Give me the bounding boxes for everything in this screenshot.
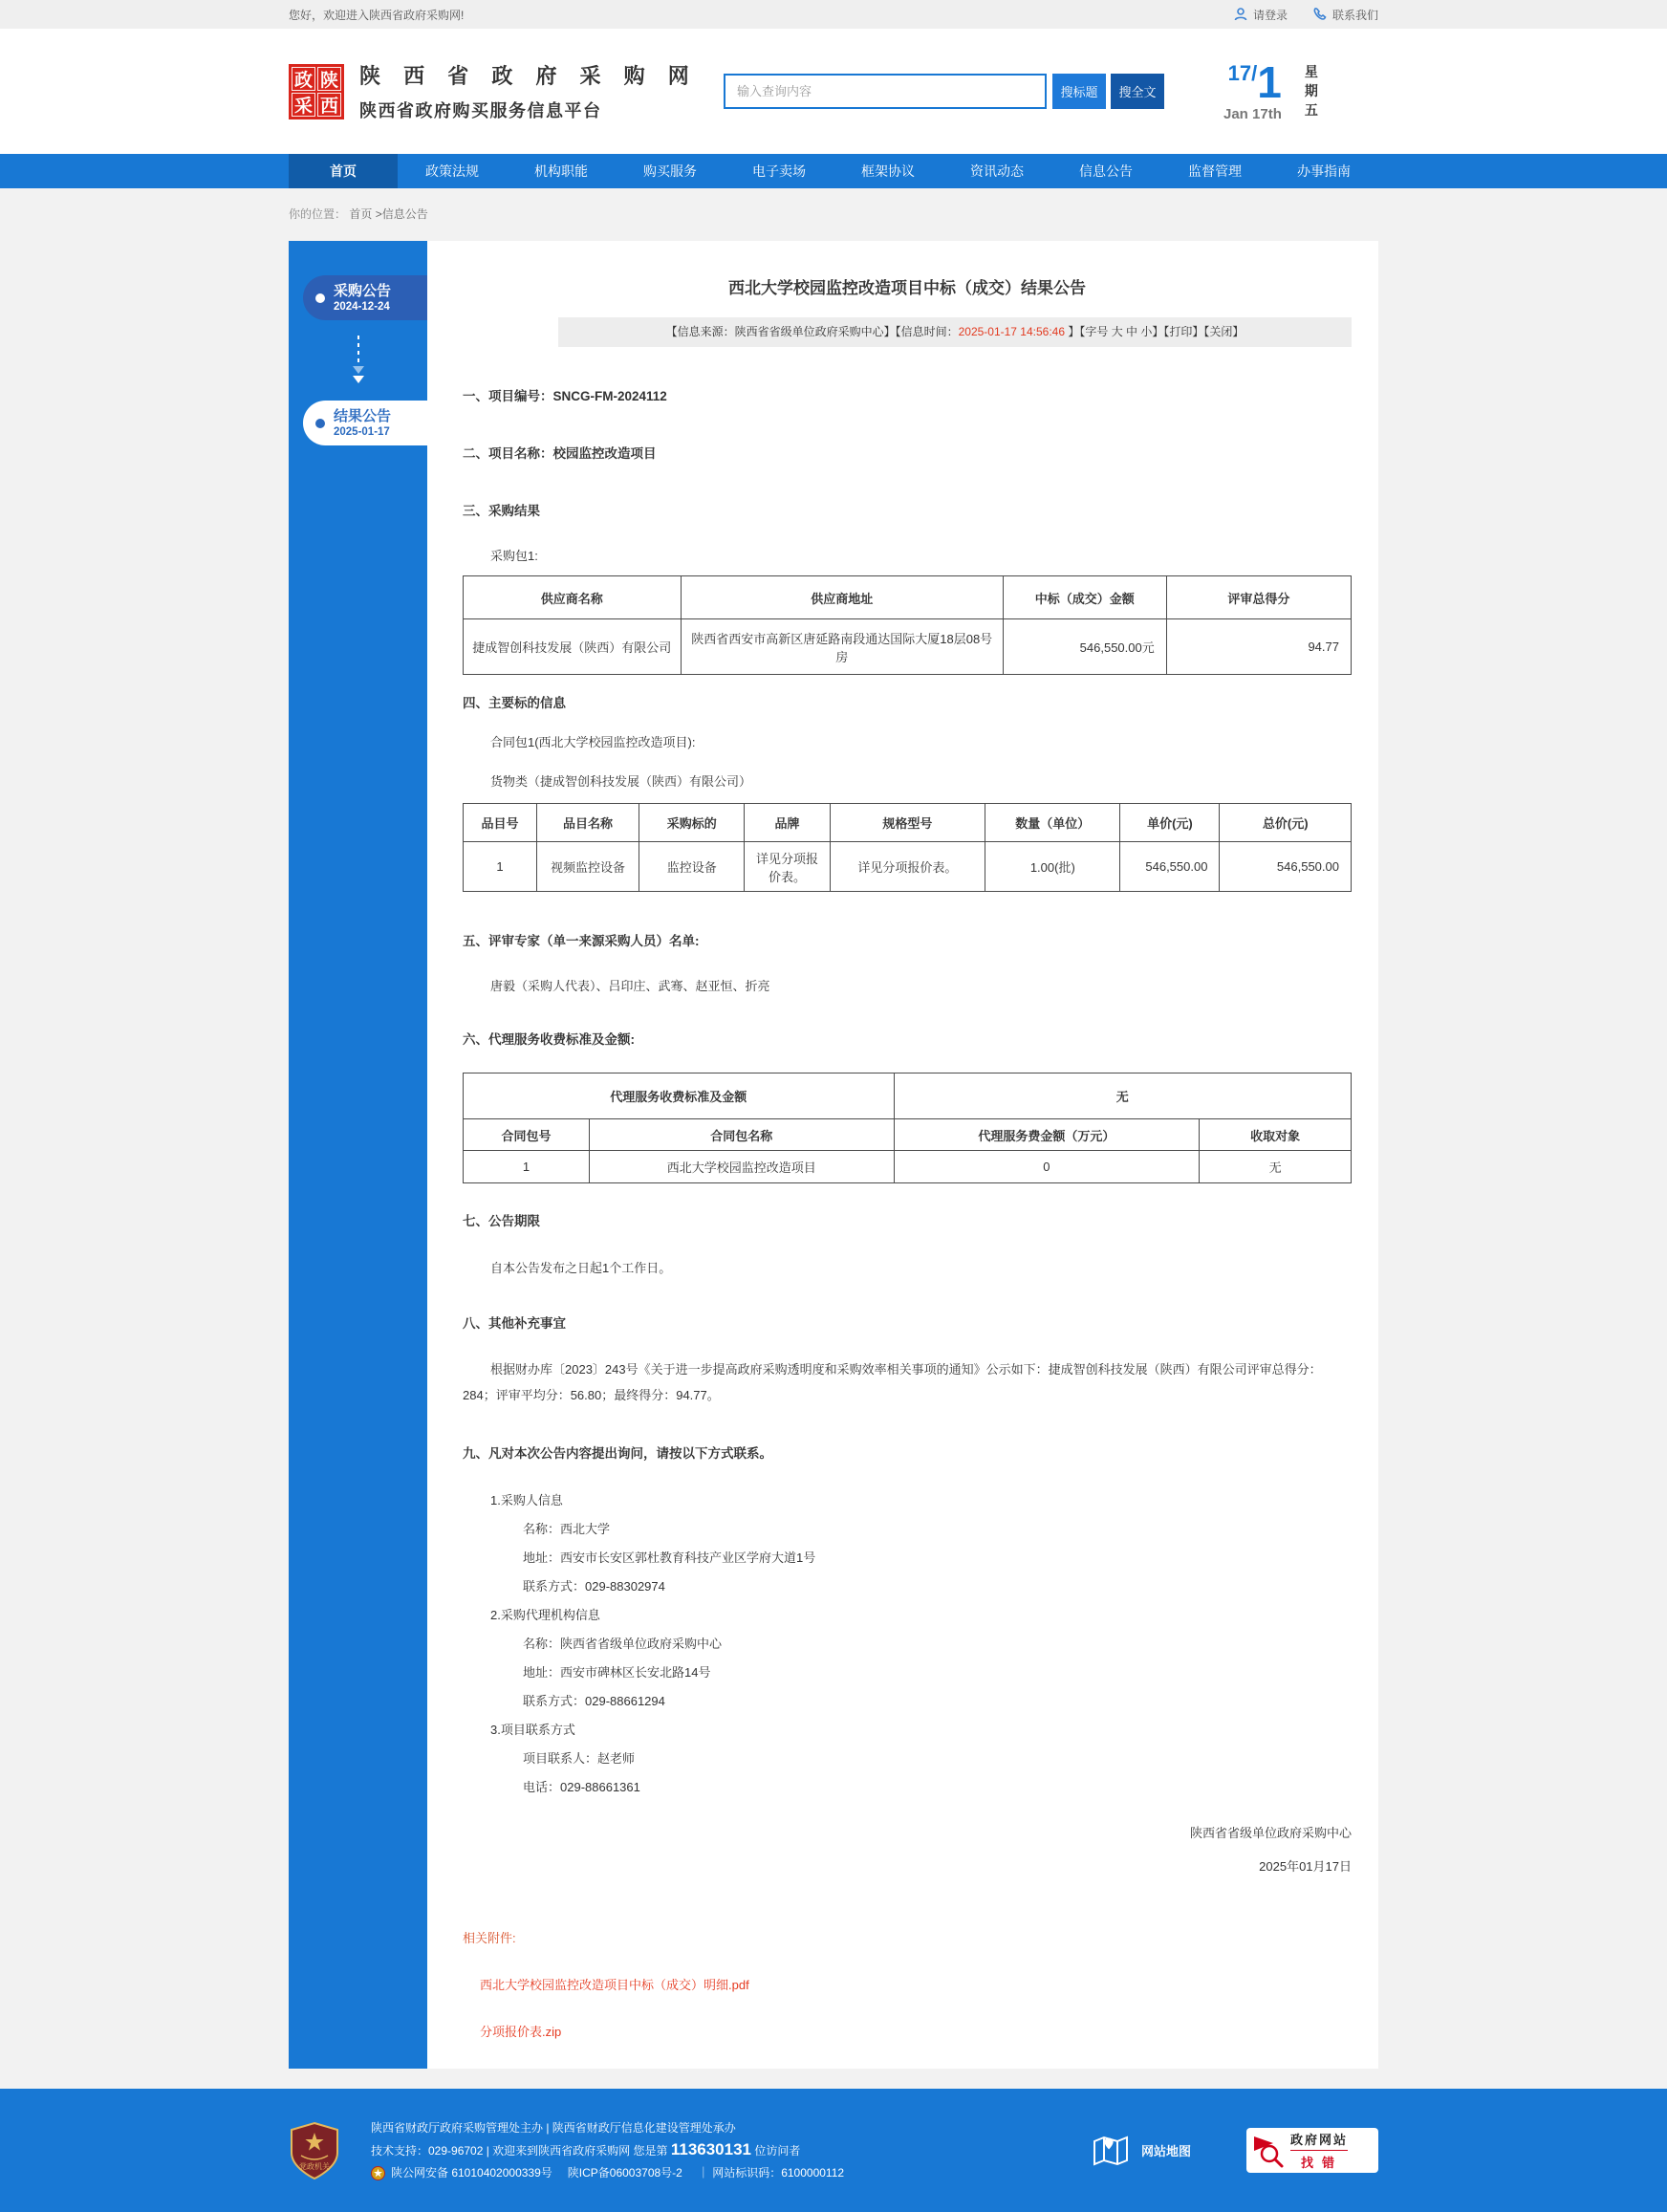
font-size-controls[interactable]: 【字号 大 中 小】: [1079, 325, 1164, 338]
map-icon: [1092, 2134, 1130, 2168]
nav-item-policy-regulations[interactable]: 政策法规: [425, 163, 479, 179]
contact-line: 项目联系人：赵老师: [523, 1751, 636, 1766]
icp-beian-link[interactable]: 陕ICP备06003708号-2: [567, 2166, 682, 2179]
section-2-heading: 二、项目名称：校园监控改造项目: [463, 446, 657, 461]
nav-item-e-marketplace[interactable]: 电子卖场: [752, 163, 806, 179]
site-subtitle: 陕西省政府购买服务信息平台: [359, 101, 602, 120]
search-input[interactable]: [724, 74, 1047, 109]
close-button[interactable]: 【关闭】: [1203, 325, 1245, 338]
main-area: [289, 241, 1378, 2069]
site-header: [0, 29, 1667, 154]
user-icon: [1233, 7, 1248, 22]
search-fulltext-button[interactable]: 搜全文: [1111, 74, 1164, 109]
breadcrumb-area: [0, 188, 1667, 241]
top-utility-bar: [0, 0, 1667, 29]
breadcrumb: 你的位置： 首页 >信息公告: [289, 207, 428, 221]
site-code-label: ｜ 网站标识码：6100000112: [697, 2166, 845, 2179]
table-row: 1 视频监控设备 监控设备 详见分项报价表。 详见分项报价表。 1.00(批) 546,550.00 546,550.00: [464, 842, 1352, 892]
contact-line: 联系方式：029-88302974: [523, 1579, 665, 1594]
breadcrumb-home-link[interactable]: 首页: [349, 207, 373, 221]
signature-date: 2025年01月17日: [1259, 1859, 1352, 1874]
section-9-heading: 九、凡对本次公告内容提出询问，请按以下方式联系。: [463, 1446, 772, 1461]
section-4-heading: 四、主要标的信息: [463, 696, 566, 710]
contact-line: 地址：西安市碑林区长安北路14号: [523, 1665, 711, 1680]
login-link[interactable]: 请登录: [1233, 7, 1288, 23]
nav-item-home[interactable]: 首页: [289, 154, 398, 188]
welcome-text: 您好，欢迎进入陕西省政府采购网!: [289, 8, 465, 22]
section-7-heading: 七、公告期限: [463, 1214, 540, 1228]
agency-fee-table: 代理服务收费标准及金额 无 合同包号 合同包名称 代理服务费金额（万元） 收取对象 1 西北大学校园监控改造项目 0 无: [463, 1073, 1352, 1183]
contact-line: 1.采购人信息: [490, 1493, 563, 1507]
signature-org: 陕西省省级单位政府采购中心: [1189, 1826, 1352, 1840]
nav-item-framework-agreements[interactable]: 框架协议: [861, 163, 915, 179]
package-label: 采购包1:: [490, 549, 538, 563]
timeline-item-result-notice[interactable]: 结果公告 2025-01-17: [303, 401, 427, 445]
supplier-result-table: 供应商名称 供应商地址 中标（成交）金额 评审总得分 捷成智创科技发展（陕西）有限公司 陕西省西安市高新区唐延路南段通达国际大厦18层08号房 546,550.00元 94.77: [463, 575, 1352, 675]
contact-info-block: [463, 1494, 1352, 1794]
nav-item-org-functions[interactable]: 机构职能: [534, 163, 588, 179]
error-report-icon: [1250, 2133, 1287, 2169]
contact-line: 名称：西北大学: [523, 1522, 611, 1536]
police-badge-icon: [371, 2166, 385, 2180]
date-day: 17/: [1227, 61, 1258, 85]
meta-source: 【信息来源：陕西省省级单位政府采购中心】: [665, 325, 896, 338]
logo-seal: 政 陕 采 西: [289, 64, 344, 119]
article-content: [427, 241, 1378, 2069]
section-8-heading: 八、其他补充事宜: [463, 1316, 566, 1331]
timeline-dot: [315, 293, 325, 303]
site-name: 陕 西 省 政 府 采 购 网: [359, 64, 698, 88]
date-widget: [1223, 57, 1318, 122]
nav-item-supervision[interactable]: 监督管理: [1188, 163, 1242, 179]
contact-line: 电话：029-88661361: [523, 1780, 640, 1794]
contact-us-link[interactable]: 联系我们: [1312, 7, 1378, 23]
goods-category-line: 货物类（捷成智创科技发展（陕西）有限公司）: [490, 774, 752, 789]
contact-line: 3.项目联系方式: [490, 1723, 575, 1737]
contact-line: 名称：陕西省省级单位政府采购中心: [523, 1637, 723, 1651]
phone-icon: [1312, 7, 1328, 22]
shield-emblem-icon: 党政机关: [289, 2121, 340, 2180]
police-beian-link[interactable]: 陕公网安备 61010402000339号: [391, 2166, 552, 2179]
main-nav: [0, 154, 1667, 188]
bid-items-table: 品目号 品目名称 采购标的 品牌 规格型号 数量（单位） 单价(元) 总价(元) 1 视频监控设备 监控设备 详见分项报价表。 详见分项报价表。 1.00(批) 546,550.00 546,550.00: [463, 803, 1352, 892]
attachment-pdf-link[interactable]: 西北大学校园监控改造项目中标（成交）明细.pdf: [480, 1978, 749, 1992]
nav-item-service-guide[interactable]: 办事指南: [1297, 163, 1351, 179]
contact-line: 地址：西安市长安区郭杜教育科技产业区学府大道1号: [523, 1551, 816, 1565]
timeline-sidebar: [289, 241, 427, 2069]
search-bar: [724, 74, 1164, 109]
gov-site-error-report-button[interactable]: 政府网站 找错: [1246, 2128, 1378, 2173]
footer-visitor-line: 技术支持：029-96702 | 欢迎来到陕西省政府采购网 您是第 113630131 位访问者: [371, 2140, 801, 2158]
timeline-item-procurement-notice[interactable]: 采购公告 2024-12-24: [303, 275, 427, 320]
section-1-heading: 一、项目编号：SNCG-FM-2024112: [463, 389, 667, 403]
table-row: 1 西北大学校园监控改造项目 0 无: [464, 1151, 1352, 1183]
date-english: Jan 17th: [1223, 106, 1282, 122]
section-5-heading: 五、评审专家（单一来源采购人员）名单:: [463, 934, 700, 948]
nav-item-info-announcements[interactable]: 信息公告: [1079, 163, 1133, 179]
site-footer: [0, 2089, 1667, 2212]
site-logo: [289, 60, 724, 122]
contact-line: 2.采购代理机构信息: [490, 1608, 600, 1622]
sitemap-link[interactable]: 网站地图: [1092, 2134, 1191, 2168]
visitor-counter: 113630131: [670, 2140, 751, 2158]
footer-beian-line: [371, 2164, 854, 2181]
nav-item-news[interactable]: 资讯动态: [970, 163, 1024, 179]
date-month: 1: [1257, 57, 1282, 107]
footer-organizer-line: 陕西省财政厅政府采购管理处主办 | 陕西省财政厅信息化建设管理处承办: [371, 2121, 736, 2135]
section-6-heading: 六、代理服务收费标准及金额:: [463, 1032, 635, 1047]
arrow-down-icon: [289, 334, 427, 389]
print-button[interactable]: 【打印】: [1163, 325, 1204, 338]
nav-item-purchase-services[interactable]: 购买服务: [643, 163, 697, 179]
article-meta-bar: 【信息来源：陕西省省级单位政府采购中心】【信息时间：2025-01-17 14:56:46 】【字号 大 中 小】【打印】【关闭】: [558, 317, 1352, 347]
attachments-label: 相关附件:: [463, 1931, 516, 1945]
experts-list: 唐毅（采购人代表）、吕印庄、武骞、赵亚恒、折亮: [490, 979, 770, 993]
table-row: 捷成智创科技发展（陕西）有限公司 陕西省西安市高新区唐延路南段通达国际大厦18层08号房 546,550.00元 94.77: [464, 619, 1352, 675]
weekday-label: 星 期 五: [1304, 64, 1318, 118]
meta-time: 2025-01-17 14:56:46: [958, 325, 1066, 338]
timeline-dot: [315, 419, 325, 428]
contract-package-line: 合同包1(西北大学校园监控改造项目):: [490, 735, 696, 749]
breadcrumb-current: >信息公告: [375, 207, 428, 221]
section-7-body: 自本公告发布之日起1个工作日。: [490, 1261, 672, 1275]
section-3-heading: 三、采购结果: [463, 504, 540, 518]
page-title: 西北大学校园监控改造项目中标（成交）结果公告: [728, 279, 1086, 297]
attachment-zip-link[interactable]: 分项报价表.zip: [480, 2025, 562, 2039]
section-8-body: 根据财办库〔2023〕243号《关于进一步提高政府采购透明度和采购效率相关事项的通知》公示如下：捷成智创科技发展（陕西）有限公司评审总得分：284；评审平均分：56.80；最终得分：94.77。: [463, 1362, 1322, 1402]
contact-line: 联系方式：029-88661294: [523, 1694, 665, 1708]
search-title-button[interactable]: 搜标题: [1052, 74, 1106, 109]
